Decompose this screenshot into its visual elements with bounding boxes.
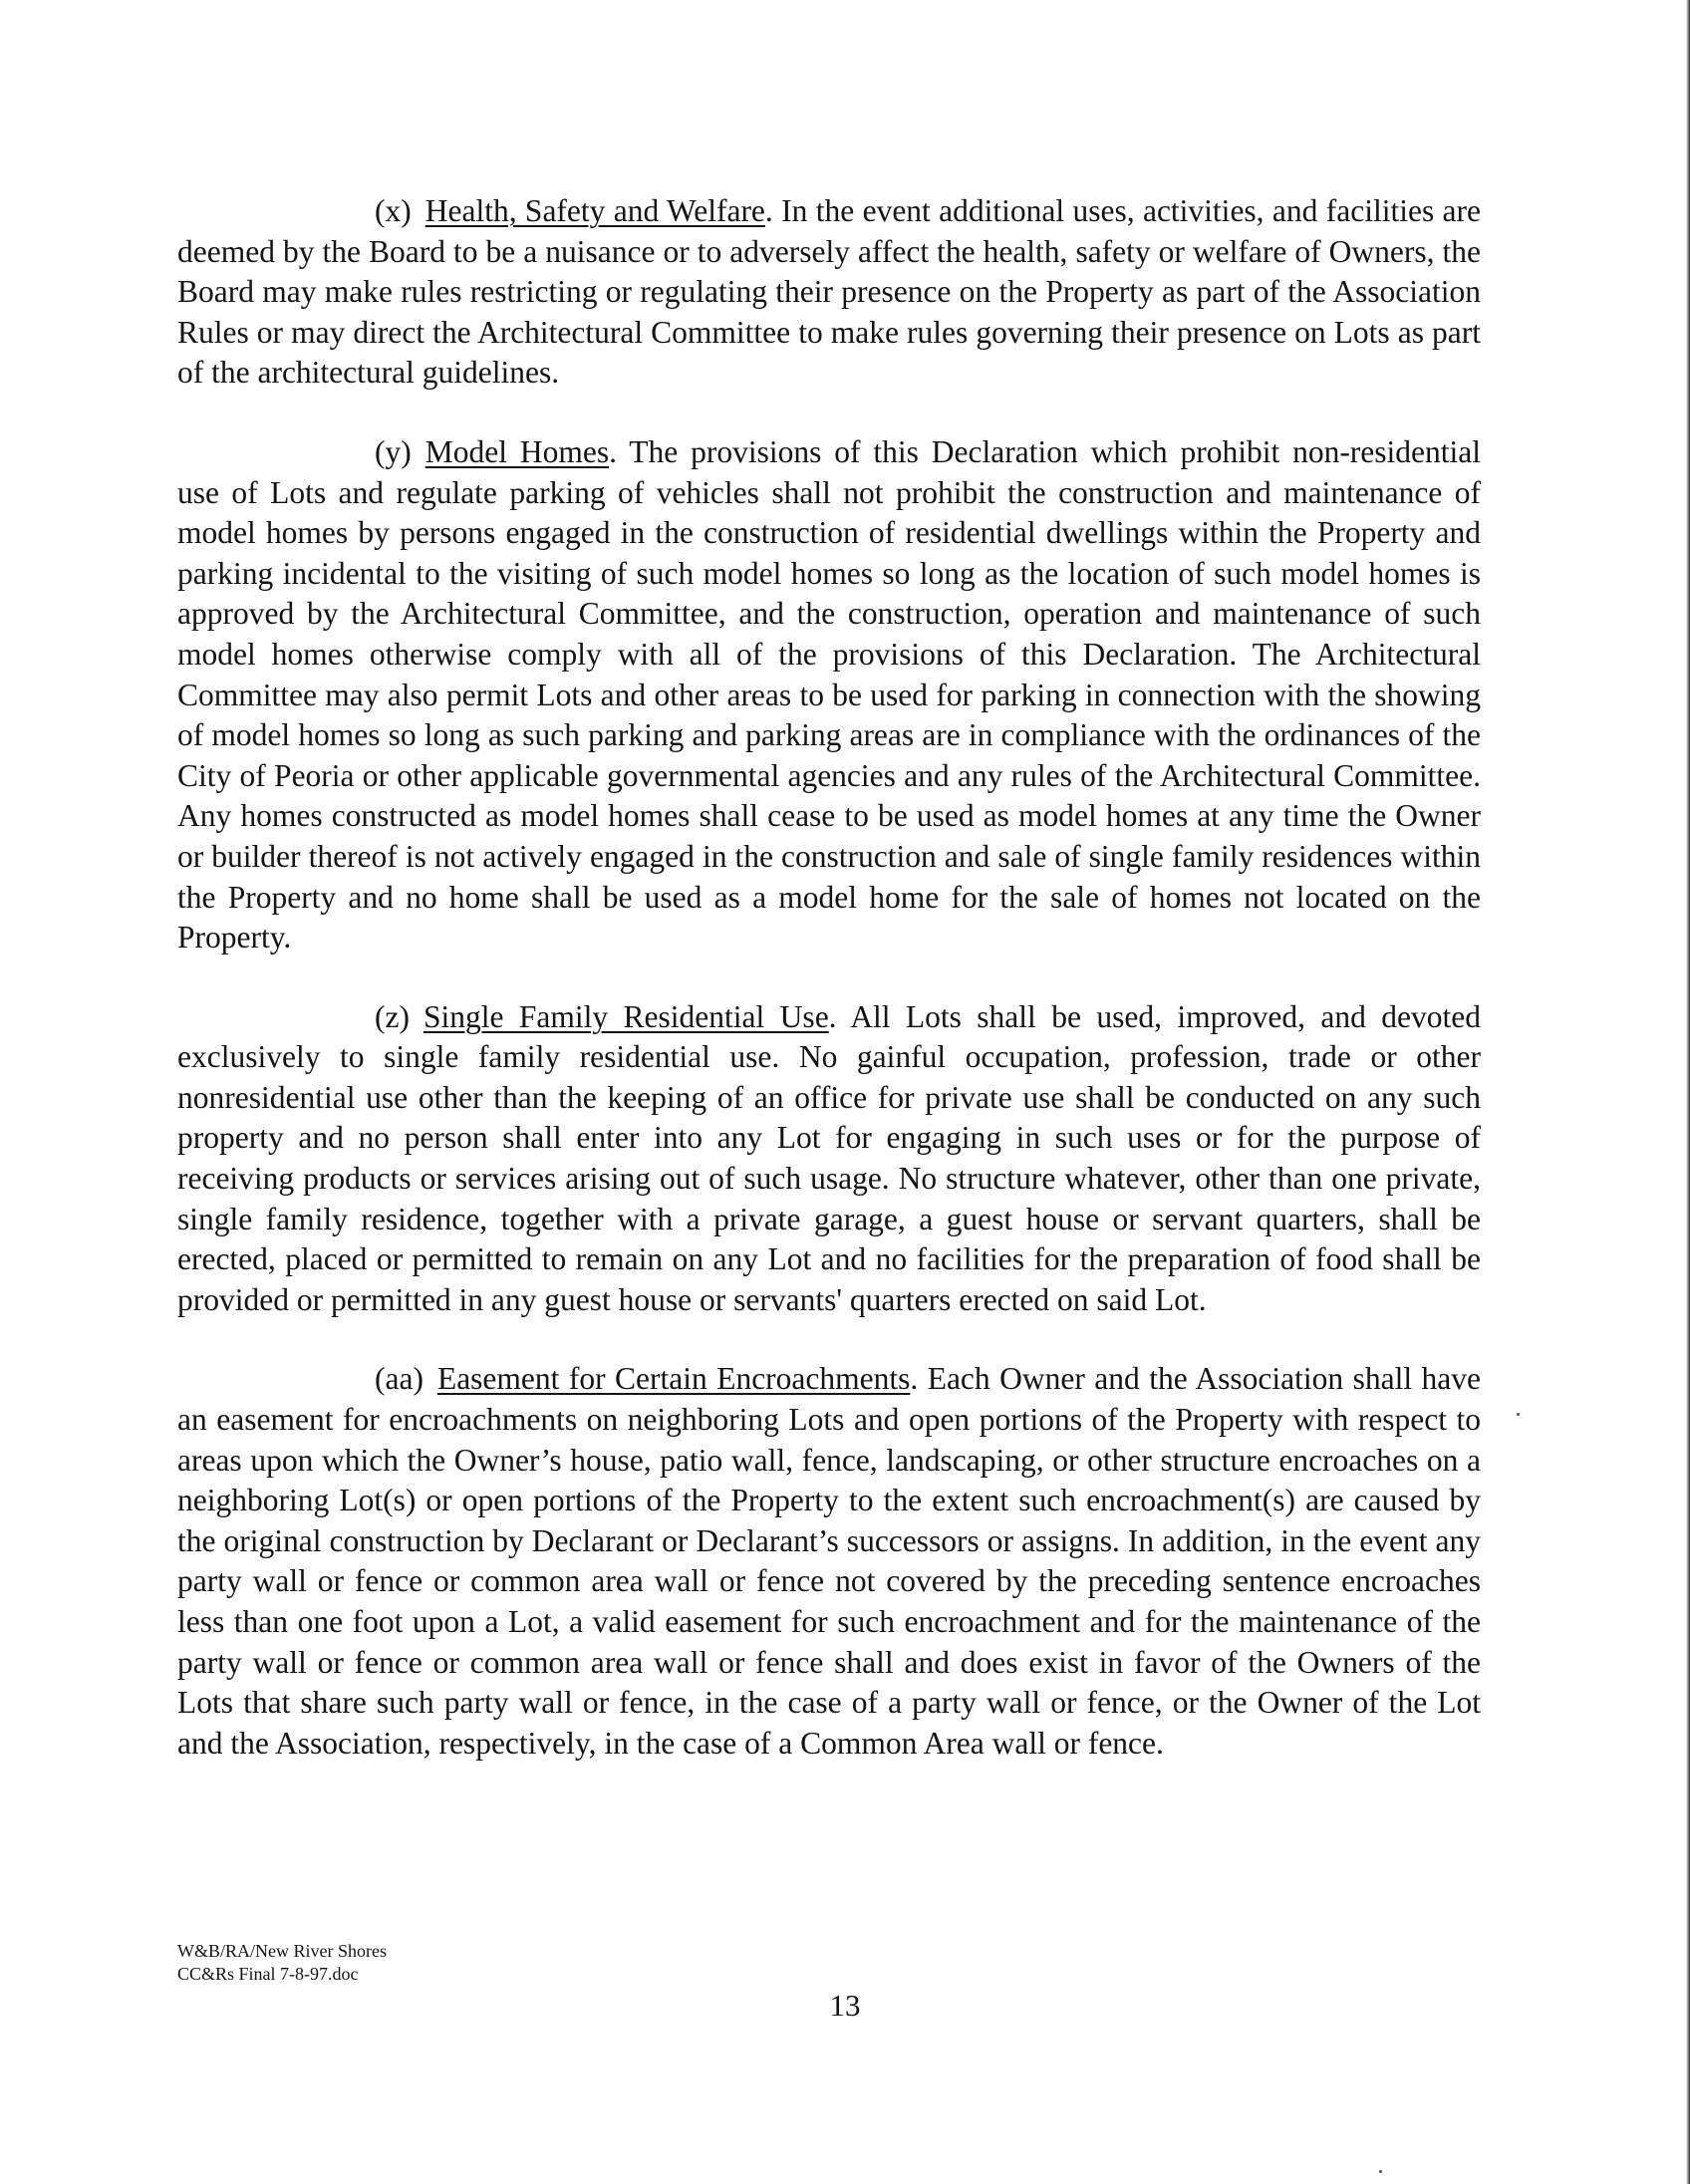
- scan-edge: [1686, 0, 1690, 2184]
- paragraph-label: (y): [375, 433, 412, 469]
- page-number: 13: [829, 1988, 861, 2023]
- paragraph-heading: Model Homes: [424, 433, 610, 469]
- paragraph-label: (x): [375, 193, 412, 228]
- scan-speck: [1379, 2170, 1382, 2173]
- paragraph-text: . All Lots shall be used, improved, and devoted exclusively to single family residential use. No gainful occupation, profession, trade or other nonresidential use other than the keeping of an office for private use shall be conducted on any such property and no person shall enter into any Lot for engaging in such uses or for the purpose of receiving products or services arising out of such usage. No structure whatever, other than one private, single family residence, together with a private garage, a guest house or servant quarters, shall be erected, placed or permitted to remain on any Lot and no facilities for the preparation of food shall be provided or permitted in any guest house or servants' quarters erected on said Lot.: [177, 998, 1481, 1317]
- scan-speck: [1517, 1413, 1520, 1416]
- document-body: [177, 191, 1481, 1802]
- paragraph-heading: Single Family Residential Use: [422, 998, 829, 1034]
- footer-line-2: CC&Rs Final 7-8-97.doc: [177, 1964, 359, 1984]
- footer-file-reference: [177, 1940, 387, 1986]
- paragraph-heading: Easement for Certain Encroachments: [436, 1361, 911, 1397]
- paragraph-text: . In the event additional uses, activities, and facilities are deemed by the Board to be a nuisance or to adversely affect the health, safety or welfare of Owners, the Board may make rules restricting or regulating their presence on the Property as part of the Association Rules or may direct the Architectural Committee to make rules governing their presence on Lots as part of the architectural guidelines.: [177, 193, 1482, 391]
- paragraph-health-safety-welfare: [177, 191, 1481, 394]
- paragraph-text: . The provisions of this Declaration which prohibit non-residential use of Lots and regulate parking of vehicles shall not prohibit the construction and maintenance of model homes by persons engaged in the construction of residential dwellings within the Property and parking incidental to the visiting of such model homes so long as the location of such model homes is approved by the Architectural Committee, and the construction, operation and maintenance of such model homes otherwise comply with all of the provisions of this Declaration. The Architectural Committee may also permit Lots and other areas to be used for parking in connection with the showing of model homes so long as such parking and parking areas are in compliance with the ordinances of the City of Peoria or other applicable governmental agencies and any rules of the Architectural Committee. Any homes constructed as model homes shall cease to be used as model homes at any time the Owner or builder thereof is not actively engaged in the construction and sale of single family residences within the Property and no home shall be used as a model home for the sale of homes not located on the Property.: [177, 433, 1482, 956]
- footer-line-1: W&B/RA/New River Shores: [177, 1941, 387, 1961]
- paragraph-easement-encroachments: [177, 1359, 1481, 1764]
- paragraph-model-homes: [177, 432, 1481, 958]
- paragraph-text: . Each Owner and the Association shall have an easement for encroachments on neighboring Lots and open portions of the Property with respect to areas upon which the Owner’s house, patio wall, fence, landscaping, or other structure encroaches on a neighboring Lot(s) or open portions of the Property to the extent such encroachment(s) are caused by the original construction by Declarant or Declarant’s successors or assigns. In addition, in the event any party wall or fence or common area wall or fence not covered by the preceding sentence encroaches less than one foot upon a Lot, a valid easement for such encroachment and for the maintenance of the party wall or fence or common area wall or fence shall and does exist in favor of the Owners of the Lots that share such party wall or fence, in the case of a party wall or fence, or the Owner of the Lot and the Association, respectively, in the case of a Common Area wall or fence.: [177, 1361, 1481, 1761]
- paragraph-label: (aa): [375, 1361, 423, 1397]
- paragraph-heading: Health, Safety and Welfare: [424, 193, 765, 228]
- paragraph-single-family-residential-use: [177, 997, 1481, 1321]
- paragraph-label: (z): [375, 998, 410, 1034]
